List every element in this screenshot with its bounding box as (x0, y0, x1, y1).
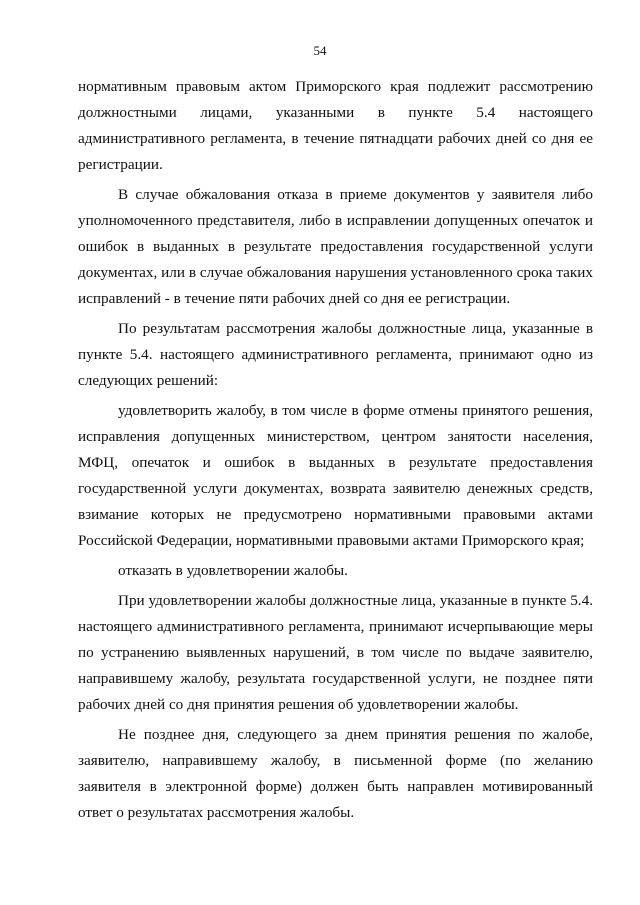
paragraph-decision-satisfy: удовлетворить жалобу, в том числе в форме отмены принятого решения, исправления допущенных министерством, центром занятости населения, МФЦ, опечаток и ошибок в выданных в результате предоставления государственной услуги документах, возврата заявителю денежных средств, взимание которых не предусмотрено нормативными правовыми актами Российской Федерации, нормативными правовыми актами Приморского края; (78, 402, 593, 549)
paragraph-decision-refuse: отказать в удовлетворении жалобы. (118, 562, 348, 579)
paragraph-reasoned-response: Не позднее дня, следующего за днем принятия решения по жалобе, заявителю, направившему жалобу, в письменной форме (по желанию заявителя в электронной форме) должен быть направлен мотивированный ответ о результатах рассмотрения жалобы. (78, 726, 593, 821)
page-number: 54 (313, 43, 327, 58)
paragraph-satisfaction-measures: При удовлетворении жалобы должностные лица, указанные в пункте 5.4. настоящего административного регламента, принимают исчерпывающие меры по устранению выявленных нарушений, в том числе по выдаче заявителю, направившему жалобу, результата государственной услуги, не позднее пяти рабочих дней со дня принятия решения об удовлетворении жалобы. (78, 592, 593, 713)
paragraph-appeal-refusal: В случае обжалования отказа в приеме документов у заявителя либо уполномоченного представителя, либо в исправлении допущенных опечаток и ошибок в выданных в результате предоставления государственной услуги документах, или в случае обжалования нарушения установленного срока таких исправлений - в течение пяти рабочих дней со дня ее регистрации. (78, 186, 593, 307)
paragraph-continuation: нормативным правовым актом Приморского края подлежит рассмотрению должностными лицами, указанными в пункте 5.4 настоящего административного регламента, в течение пятнадцати рабочих дней со дня ее регистрации. (78, 78, 593, 173)
document-body (78, 74, 593, 826)
paragraph-review-results: По результатам рассмотрения жалобы должностные лица, указанные в пункте 5.4. настоящего административного регламента, принимают одно из следующих решений: (78, 320, 593, 389)
